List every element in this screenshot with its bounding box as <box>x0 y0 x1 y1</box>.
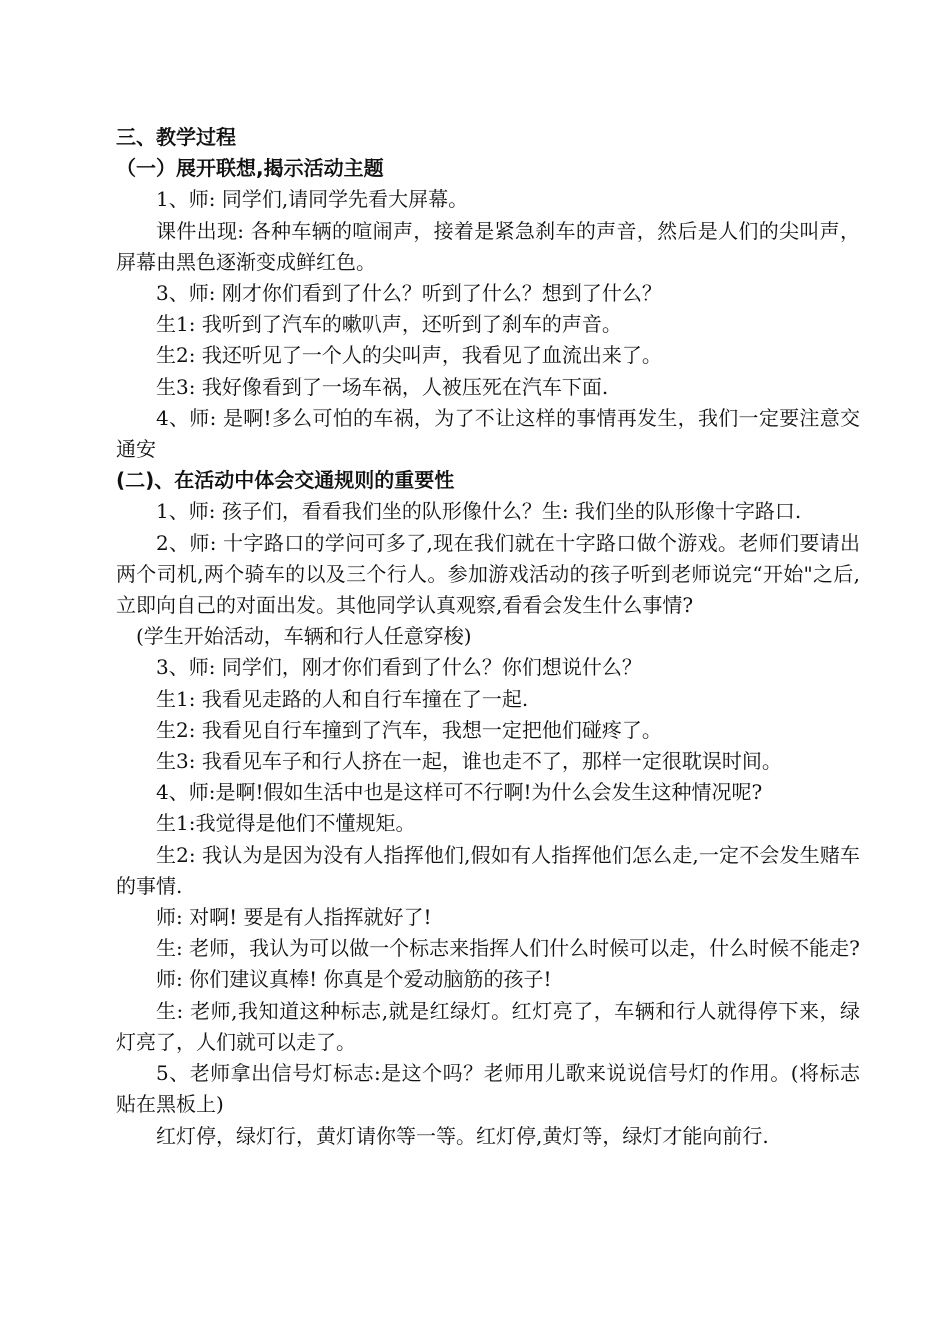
paragraph: 3、师: 刚才你们看到了什么？听到了什么？想到了什么？ <box>156 281 662 306</box>
paragraph: 3、师: 同学们，刚才你们看到了什么？你们想说什么？ <box>156 655 642 680</box>
paragraph: 1、师: 孩子们，看看我们坐的队形像什么？生: 我们坐的队形像十字路口. <box>156 499 802 524</box>
part2-heading: (二)、在活动中体会交通规则的重要性 <box>116 468 455 493</box>
paragraph: 师: 你们建议真棒! 你真是个爱动脑筋的孩子! <box>156 967 552 992</box>
paragraph: 师: 对啊! 要是有人指挥就好了! <box>156 905 432 930</box>
paragraph: 4、师: 是啊!多么可怕的车祸，为了不让这样的事情再发生，我们一定要注意交通安 <box>116 405 860 462</box>
section-title: 三、教学过程 <box>116 125 236 149</box>
paragraph: 4、师:是啊!假如生活中也是这样可不行啊!为什么会发生这种情况呢? <box>156 780 763 805</box>
paragraph: 生1:我觉得是他们不懂规矩。 <box>156 811 416 836</box>
paragraph: 生2: 我看见自行车撞到了汽车，我想一定把他们碰疼了。 <box>156 717 662 742</box>
paragraph: (学生开始活动，车辆和行人任意穿梭) <box>136 624 472 649</box>
paragraph: 生2: 我还听见了一个人的尖叫声，我看见了血流出来了。 <box>156 343 662 368</box>
paragraph: 2、师: 十字路口的学问可多了,现在我们就在十字路口做个游戏。老师们要请出两个司机,两个骑车的以及三个行人。参加游戏活动的孩子听到老师说完“开始"之后,立即向自己的对面出发。其他同学认真观察,看看会发生什么事情? <box>116 530 860 618</box>
paragraph: 红灯停，绿灯行，黄灯请你等一等。红灯停,黄灯等，绿灯才能向前行. <box>156 1123 769 1148</box>
paragraph: 生: 老师，我认为可以做一个标志来指挥人们什么时候可以走，什么时候不能走? <box>156 936 860 961</box>
paragraph: 生1: 我听到了汽车的嗽叭声，还听到了刹车的声音。 <box>156 312 622 337</box>
paragraph: 生3: 我看见车子和行人挤在一起，谁也走不了，那样一定很耽误时间。 <box>156 749 782 774</box>
paragraph: 生: 老师,我知道这种标志,就是红绿灯。红灯亮了，车辆和行人就得停下来，绿灯亮了，人们就可以走了。 <box>116 998 860 1054</box>
part1-heading: （一）展开联想,揭示活动主题 <box>116 156 384 181</box>
document-body <box>116 122 860 1152</box>
paragraph: 1、师: 同学们,请同学先看大屏幕。 <box>156 187 469 212</box>
paragraph: 生3: 我好像看到了一场车祸，人被压死在汽车下面. <box>156 374 609 399</box>
paragraph: 5、老师拿出信号灯标志:是这个吗？老师用儿歌来说说信号灯的作用。(将标志贴在黑板上) <box>116 1061 860 1117</box>
paragraph: 生2: 我认为是因为没有人指挥他们,假如有人指挥他们怎么走,一定不会发生赌车的事情. <box>116 842 860 898</box>
paragraph: 课件出现: 各种车辆的喧闹声，接着是紧急刹车的声音，然后是人们的尖叫声，屏幕由黑色逐渐变成鲜红色。 <box>116 218 860 274</box>
paragraph: 生1: 我看见走路的人和自行车撞在了一起. <box>156 686 529 711</box>
